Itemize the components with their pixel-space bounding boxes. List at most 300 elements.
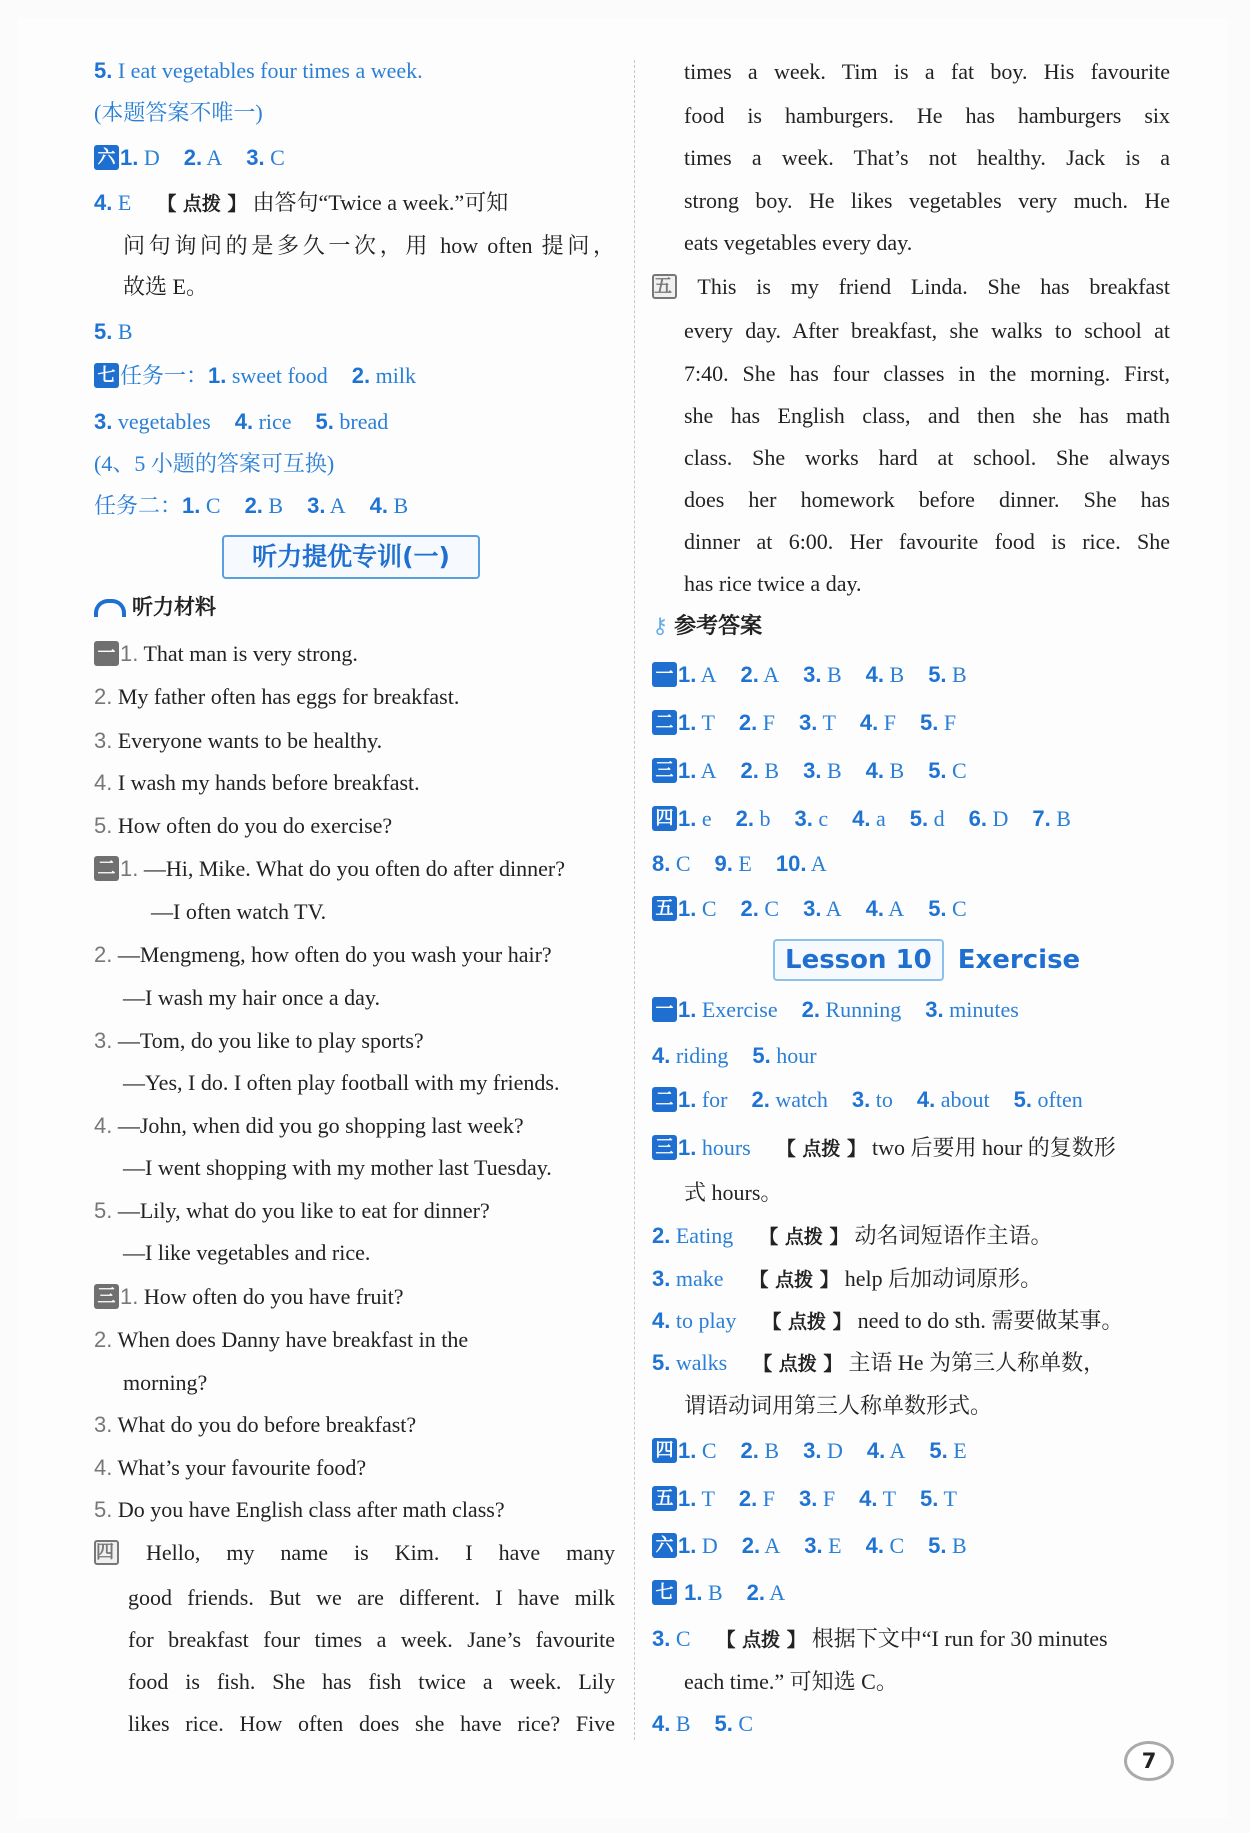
left-line bbox=[128, 1704, 615, 1744]
item-number: 4. bbox=[916, 1087, 936, 1112]
body-text: Everyone wants to be healthy. bbox=[112, 728, 383, 753]
body-text: 故选 E。 bbox=[123, 274, 208, 299]
answer-text: (4、5 小题的答案可互换) bbox=[94, 451, 335, 476]
answer-text: D bbox=[986, 806, 1009, 831]
left-line bbox=[94, 444, 615, 484]
answer-text: bread bbox=[333, 409, 389, 434]
left-line bbox=[94, 138, 615, 178]
right-line bbox=[652, 1704, 1170, 1744]
left-line bbox=[94, 486, 615, 526]
left-line bbox=[123, 1233, 615, 1273]
item-number: 4. bbox=[94, 1455, 113, 1480]
left-line bbox=[94, 51, 615, 91]
answer-text: A bbox=[821, 896, 842, 921]
answer-text: d bbox=[928, 806, 945, 831]
right-line bbox=[652, 1343, 1170, 1383]
answer-text: B bbox=[1050, 806, 1071, 831]
answer-text: A bbox=[202, 145, 223, 170]
left-line bbox=[94, 356, 615, 396]
answer-text: T bbox=[696, 1486, 715, 1511]
body-text: What do you do before breakfast? bbox=[112, 1412, 417, 1437]
left-line bbox=[123, 1363, 615, 1403]
answer-text: E bbox=[732, 851, 752, 876]
body-text: When does Danny have breakfast in the bbox=[112, 1327, 469, 1352]
right-line bbox=[652, 267, 1170, 307]
item-number: 4. bbox=[865, 758, 884, 783]
item-number: 2. bbox=[746, 1580, 766, 1605]
item-number: 3. bbox=[246, 145, 265, 170]
body-text: each time.” 可知选 C。 bbox=[684, 1669, 898, 1694]
body-text: —I wash my hair once a day. bbox=[123, 985, 380, 1010]
answer-text: vegetables bbox=[112, 409, 211, 434]
answer-text: C bbox=[946, 896, 967, 921]
answer-text: F bbox=[757, 710, 776, 735]
body-text: does her homework before dinner. She has bbox=[684, 487, 1170, 512]
section-badge: 七 bbox=[652, 1580, 677, 1605]
answer-text: E bbox=[822, 1533, 842, 1558]
left-line bbox=[123, 978, 615, 1018]
item-number: 2. bbox=[735, 806, 754, 831]
answer-text: B bbox=[758, 1438, 780, 1463]
right-line bbox=[684, 311, 1170, 351]
answers-heading bbox=[652, 608, 762, 646]
body-text: —Mengmeng, how often do you wash your hair? bbox=[112, 942, 552, 967]
item-number: 6. bbox=[968, 806, 987, 831]
answer-text: T bbox=[877, 1486, 897, 1511]
answer-text: C bbox=[670, 1626, 691, 1651]
right-line bbox=[652, 844, 1170, 884]
item-number: 3. bbox=[799, 710, 818, 735]
answer-text: F bbox=[878, 710, 897, 735]
item-number: 2. bbox=[351, 363, 371, 388]
lesson-header bbox=[773, 939, 1080, 977]
answer-text: to bbox=[870, 1087, 893, 1112]
item-number: 4. bbox=[865, 1533, 884, 1558]
right-line bbox=[652, 1301, 1170, 1341]
answer-text: often bbox=[1032, 1087, 1083, 1112]
right-line bbox=[684, 181, 1170, 221]
body-text: —Yes, I do. I often play football with my friends. bbox=[123, 1070, 560, 1095]
answer-text: A bbox=[885, 1438, 906, 1463]
answer-text: C bbox=[696, 896, 717, 921]
answer-text: C bbox=[696, 1438, 717, 1463]
left-line bbox=[94, 93, 615, 133]
item-number: 5. bbox=[94, 319, 113, 344]
item-number: 1. bbox=[678, 1580, 703, 1605]
right-line bbox=[652, 1479, 1170, 1519]
left-line bbox=[128, 1620, 615, 1660]
item-number: 1. bbox=[678, 1087, 697, 1112]
body-text: times a week. Tim is a fat boy. His favourite bbox=[684, 59, 1170, 84]
left-line bbox=[94, 1320, 615, 1360]
item-number: 2. bbox=[94, 1327, 113, 1352]
answer-text: a bbox=[870, 806, 886, 831]
body-text: Do you have English class after math class? bbox=[112, 1497, 505, 1522]
answer-text: rice bbox=[253, 409, 292, 434]
answer-text: C bbox=[732, 1711, 754, 1736]
body-text: 谓语动词用第三人称单数形式。 bbox=[684, 1393, 993, 1418]
right-line bbox=[684, 52, 1170, 92]
section-badge: 二 bbox=[652, 1087, 677, 1112]
body-text: —Hi, Mike. What do you often do after dinner? bbox=[138, 856, 566, 881]
right-line bbox=[652, 1080, 1170, 1120]
body-text: help 后加动词原形。 bbox=[844, 1266, 1043, 1291]
item-number: 5. bbox=[94, 58, 113, 83]
item-number: 3. bbox=[803, 662, 822, 687]
item-number: 3. bbox=[94, 1412, 113, 1437]
answers-heading-label: 参考答案 bbox=[674, 614, 763, 639]
section-badge: 五 bbox=[652, 896, 677, 921]
hint-label: 【 点拨 】 bbox=[716, 1629, 806, 1651]
body-text: need to do sth. 需要做某事。 bbox=[857, 1308, 1124, 1333]
left-line bbox=[123, 1063, 615, 1103]
body-text: she has English class, and then she has math bbox=[684, 403, 1170, 428]
body-text: times a week. That’s not healthy. Jack is a bbox=[684, 145, 1170, 170]
answer-text: c bbox=[812, 806, 829, 831]
listening-heading-label: 听力材料 bbox=[132, 595, 216, 619]
item-number: 9. bbox=[714, 851, 733, 876]
answer-text: B bbox=[946, 662, 967, 687]
item-number: 4. bbox=[865, 662, 884, 687]
item-number: 7. bbox=[1032, 806, 1051, 831]
answer-text: A bbox=[758, 662, 780, 687]
item-number: 5. bbox=[1013, 1087, 1032, 1112]
left-line bbox=[94, 1448, 615, 1488]
right-line bbox=[684, 354, 1170, 394]
column-divider bbox=[634, 60, 635, 1740]
answer-text: about bbox=[935, 1087, 990, 1112]
item-number: 4. bbox=[865, 896, 884, 921]
right-line bbox=[652, 703, 1170, 743]
item-number: 4. bbox=[859, 710, 879, 735]
item-number: 2. bbox=[738, 710, 758, 735]
item-number: 1. bbox=[678, 1438, 697, 1463]
key-icon: ⚷ bbox=[652, 614, 669, 639]
item-number: 4. bbox=[94, 190, 113, 215]
item-number: 1. bbox=[120, 856, 139, 881]
answer-text: D bbox=[696, 1533, 718, 1558]
hint-label: 【 点拨 】 bbox=[749, 1269, 839, 1291]
item-number: 3. bbox=[307, 493, 326, 518]
right-line bbox=[652, 1526, 1170, 1566]
answer-text: B bbox=[884, 662, 905, 687]
answer-text: T bbox=[938, 1486, 957, 1511]
answer-text: B bbox=[388, 493, 409, 518]
answer-text: C bbox=[264, 145, 285, 170]
item-number: 8. bbox=[652, 851, 671, 876]
body-text: I wash my hands before breakfast. bbox=[112, 770, 420, 795]
hint-label: 【 点拨 】 bbox=[157, 193, 247, 215]
left-line bbox=[94, 1191, 615, 1231]
item-number: 3. bbox=[799, 1486, 818, 1511]
section-badge: 二 bbox=[94, 856, 119, 881]
item-number: 3. bbox=[851, 1087, 871, 1112]
answer-text: minutes bbox=[943, 997, 1019, 1022]
item-number: 1. bbox=[678, 1135, 697, 1160]
item-number: 1. bbox=[678, 1533, 697, 1558]
answer-text: B bbox=[702, 1580, 723, 1605]
left-line bbox=[123, 1148, 615, 1188]
body-text: eats vegetables every day. bbox=[684, 230, 913, 255]
right-line bbox=[652, 1128, 1170, 1168]
item-number: 2. bbox=[183, 145, 203, 170]
answer-text: F bbox=[817, 1486, 836, 1511]
right-line bbox=[684, 223, 1170, 263]
item-number: 5. bbox=[652, 1350, 671, 1375]
answer-text: T bbox=[696, 710, 715, 735]
answer-text: A bbox=[765, 1580, 786, 1605]
item-number: 1. bbox=[208, 363, 227, 388]
answer-text: to play bbox=[670, 1308, 737, 1333]
answer-text: for bbox=[696, 1087, 728, 1112]
left-line bbox=[94, 1490, 615, 1530]
body-text: morning? bbox=[123, 1370, 208, 1395]
right-line bbox=[684, 564, 1170, 604]
item-number: 2. bbox=[740, 662, 759, 687]
answer-text: milk bbox=[370, 363, 416, 388]
left-line bbox=[94, 402, 615, 442]
item-number: 5. bbox=[714, 1711, 733, 1736]
right-line bbox=[684, 1173, 1170, 1213]
answer-text: hours bbox=[696, 1135, 751, 1160]
item-number: 1. bbox=[678, 710, 697, 735]
answer-text: A bbox=[696, 758, 717, 783]
item-number: 2. bbox=[741, 1533, 761, 1558]
item-number: 3. bbox=[803, 896, 822, 921]
item-number: 2. bbox=[801, 997, 820, 1022]
item-number: 5. bbox=[94, 1198, 113, 1223]
right-line bbox=[684, 1662, 1170, 1702]
item-number: 3. bbox=[94, 409, 113, 434]
right-line bbox=[652, 1216, 1170, 1256]
item-number: 2. bbox=[751, 1087, 770, 1112]
answer-text: B bbox=[670, 1711, 691, 1736]
body-text: likes rice. How often does she have rice? Five bbox=[128, 1711, 615, 1736]
body-text: 问句询问的是多久一次，用 how often 提问， bbox=[123, 233, 615, 258]
item-number: 5. bbox=[94, 813, 113, 838]
right-line bbox=[652, 1259, 1170, 1299]
answer-text: A bbox=[696, 662, 717, 687]
answer-text: 任务一： bbox=[120, 363, 209, 388]
section-badge: 五 bbox=[652, 274, 677, 299]
right-line bbox=[684, 138, 1170, 178]
item-number: 5. bbox=[928, 1533, 947, 1558]
body-text: Hello, my name is Kim. I have many bbox=[120, 1540, 615, 1565]
body-text: class. She works hard at school. She always bbox=[684, 445, 1170, 470]
answer-text: e bbox=[696, 806, 712, 831]
answer-text: B bbox=[262, 493, 284, 518]
answer-text: Running bbox=[819, 997, 902, 1022]
item-number: 10. bbox=[775, 851, 807, 876]
answer-text: E bbox=[112, 190, 132, 215]
item-number: 3. bbox=[94, 1028, 113, 1053]
right-line bbox=[684, 438, 1170, 478]
left-line bbox=[94, 183, 615, 223]
answer-text: hour bbox=[770, 1043, 817, 1068]
answer-text: Exercise bbox=[696, 997, 778, 1022]
item-number: 3. bbox=[794, 806, 813, 831]
item-number: 1. bbox=[120, 641, 139, 666]
item-number: 5. bbox=[909, 806, 929, 831]
left-line bbox=[128, 1662, 615, 1702]
listening-heading bbox=[94, 588, 216, 626]
answer-text: F bbox=[757, 1486, 776, 1511]
item-number: 1. bbox=[678, 662, 697, 687]
left-line bbox=[94, 1533, 615, 1573]
body-text: How often do you have fruit? bbox=[138, 1284, 404, 1309]
answer-text: A bbox=[325, 493, 346, 518]
item-number: 3. bbox=[94, 728, 113, 753]
item-number: 5. bbox=[920, 710, 939, 735]
item-number: 2. bbox=[740, 1438, 759, 1463]
answer-text: B bbox=[946, 1533, 967, 1558]
section-badge: 四 bbox=[652, 1438, 677, 1463]
item-number: 4. bbox=[94, 1113, 113, 1138]
left-line bbox=[94, 1021, 615, 1061]
hint-label: 【 点拨 】 bbox=[759, 1226, 849, 1248]
body-text: —I went shopping with my mother last Tuesday. bbox=[123, 1155, 552, 1180]
answer-text: A bbox=[806, 851, 827, 876]
item-number: 4. bbox=[94, 770, 113, 795]
left-line bbox=[94, 1106, 615, 1146]
section-badge: 五 bbox=[652, 1486, 677, 1511]
left-line bbox=[94, 634, 615, 674]
answer-text: I eat vegetables four times a week. bbox=[112, 58, 423, 83]
body-text: —Tom, do you like to play sports? bbox=[112, 1028, 424, 1053]
answer-text: C bbox=[758, 896, 780, 921]
body-text: How often do you do exercise? bbox=[112, 813, 393, 838]
section-badge: 三 bbox=[652, 758, 677, 783]
answer-text: A bbox=[760, 1533, 781, 1558]
item-number: 4. bbox=[852, 806, 871, 831]
left-line bbox=[94, 312, 615, 352]
item-number: 1. bbox=[678, 806, 697, 831]
answer-text: (本题答案不唯一) bbox=[94, 100, 263, 125]
item-number: 1. bbox=[678, 758, 697, 783]
item-number: 4. bbox=[234, 409, 254, 434]
section-badge: 四 bbox=[94, 1540, 119, 1565]
left-line bbox=[128, 1578, 615, 1618]
item-number: 5. bbox=[315, 409, 334, 434]
answer-text: watch bbox=[769, 1087, 828, 1112]
left-line bbox=[94, 1277, 615, 1317]
lesson-title: Exercise bbox=[957, 945, 1081, 975]
item-number: 3. bbox=[804, 1533, 823, 1558]
answer-text: B bbox=[884, 758, 905, 783]
item-number: 4. bbox=[652, 1043, 671, 1068]
section-badge: 一 bbox=[94, 641, 119, 666]
item-number: 1. bbox=[120, 145, 139, 170]
body-text: —Lily, what do you like to eat for dinner? bbox=[112, 1198, 490, 1223]
body-text: —John, when did you go shopping last week? bbox=[112, 1113, 524, 1138]
right-line bbox=[684, 396, 1170, 436]
section-badge: 二 bbox=[652, 710, 677, 735]
section-badge: 三 bbox=[94, 1284, 119, 1309]
item-number: 3. bbox=[652, 1266, 671, 1291]
item-number: 1. bbox=[120, 1284, 139, 1309]
left-line bbox=[94, 721, 615, 761]
body-text: 由答句“Twice a week.”可知 bbox=[252, 190, 509, 215]
hint-label: 【 点拨 】 bbox=[753, 1353, 843, 1375]
item-number: 2. bbox=[740, 896, 759, 921]
right-line bbox=[652, 1431, 1170, 1471]
body-text: What’s your favourite food? bbox=[112, 1455, 367, 1480]
answer-text: 任务二： bbox=[94, 493, 183, 518]
answer-text: C bbox=[883, 1533, 905, 1558]
body-text: 根据下文中“I run for 30 minutes bbox=[811, 1626, 1108, 1651]
hint-label: 【 点拨 】 bbox=[776, 1138, 866, 1160]
left-line bbox=[123, 226, 615, 266]
left-line bbox=[94, 935, 615, 975]
section-banner: 听力提优专训(一) bbox=[222, 535, 480, 579]
right-line bbox=[684, 1386, 1170, 1426]
answer-text: A bbox=[884, 896, 905, 921]
answer-text: C bbox=[946, 758, 967, 783]
item-number: 2. bbox=[244, 493, 263, 518]
body-text: two 后要用 hour 的复数形 bbox=[871, 1135, 1116, 1160]
body-text: 式 hours。 bbox=[684, 1180, 783, 1205]
answer-text: C bbox=[670, 851, 691, 876]
body-text: dinner at 6:00. Her favourite food is rice. She bbox=[684, 529, 1170, 554]
item-number: 2. bbox=[652, 1223, 671, 1248]
item-number: 3. bbox=[803, 758, 822, 783]
item-number: 1. bbox=[678, 997, 697, 1022]
item-number: 2. bbox=[740, 758, 759, 783]
right-line bbox=[652, 655, 1170, 695]
right-line bbox=[684, 480, 1170, 520]
item-number: 1. bbox=[678, 1486, 697, 1511]
body-text: good friends. But we are different. I have milk bbox=[128, 1585, 615, 1610]
headphones-icon bbox=[94, 599, 126, 617]
item-number: 5. bbox=[752, 1043, 771, 1068]
item-number: 5. bbox=[929, 1438, 948, 1463]
left-line bbox=[151, 892, 615, 932]
right-line bbox=[652, 751, 1170, 791]
item-number: 5. bbox=[928, 758, 947, 783]
item-number: 1. bbox=[678, 896, 697, 921]
item-number: 4. bbox=[859, 1486, 878, 1511]
item-number: 4. bbox=[652, 1308, 671, 1333]
body-text: every day. After breakfast, she walks to school at bbox=[684, 318, 1170, 343]
section-badge: 一 bbox=[652, 662, 677, 687]
left-line bbox=[94, 806, 615, 846]
answer-text: b bbox=[753, 806, 771, 831]
answer-text: sweet food bbox=[226, 363, 328, 388]
body-text: My father often has eggs for breakfast. bbox=[112, 684, 460, 709]
item-number: 4. bbox=[369, 493, 389, 518]
answer-text: D bbox=[821, 1438, 843, 1463]
body-text: That man is very strong. bbox=[138, 641, 358, 666]
left-line bbox=[94, 849, 615, 889]
section-badge: 六 bbox=[652, 1533, 677, 1558]
section-badge: 三 bbox=[652, 1135, 677, 1160]
item-number: 5. bbox=[928, 662, 947, 687]
body-text: 动名词短语作主语。 bbox=[854, 1223, 1053, 1248]
answer-text: B bbox=[758, 758, 780, 783]
right-line bbox=[652, 799, 1170, 839]
page-number: 7 bbox=[1124, 1741, 1174, 1781]
answer-text: B bbox=[112, 319, 133, 344]
answer-text: D bbox=[138, 145, 160, 170]
left-line bbox=[94, 1405, 615, 1445]
answer-text: C bbox=[200, 493, 221, 518]
left-line bbox=[94, 677, 615, 717]
answer-text: riding bbox=[670, 1043, 729, 1068]
answer-text: make bbox=[670, 1266, 724, 1291]
left-line bbox=[94, 763, 615, 803]
body-text: 主语 He 为第三人称单数， bbox=[848, 1350, 1106, 1375]
answer-text: E bbox=[947, 1438, 967, 1463]
